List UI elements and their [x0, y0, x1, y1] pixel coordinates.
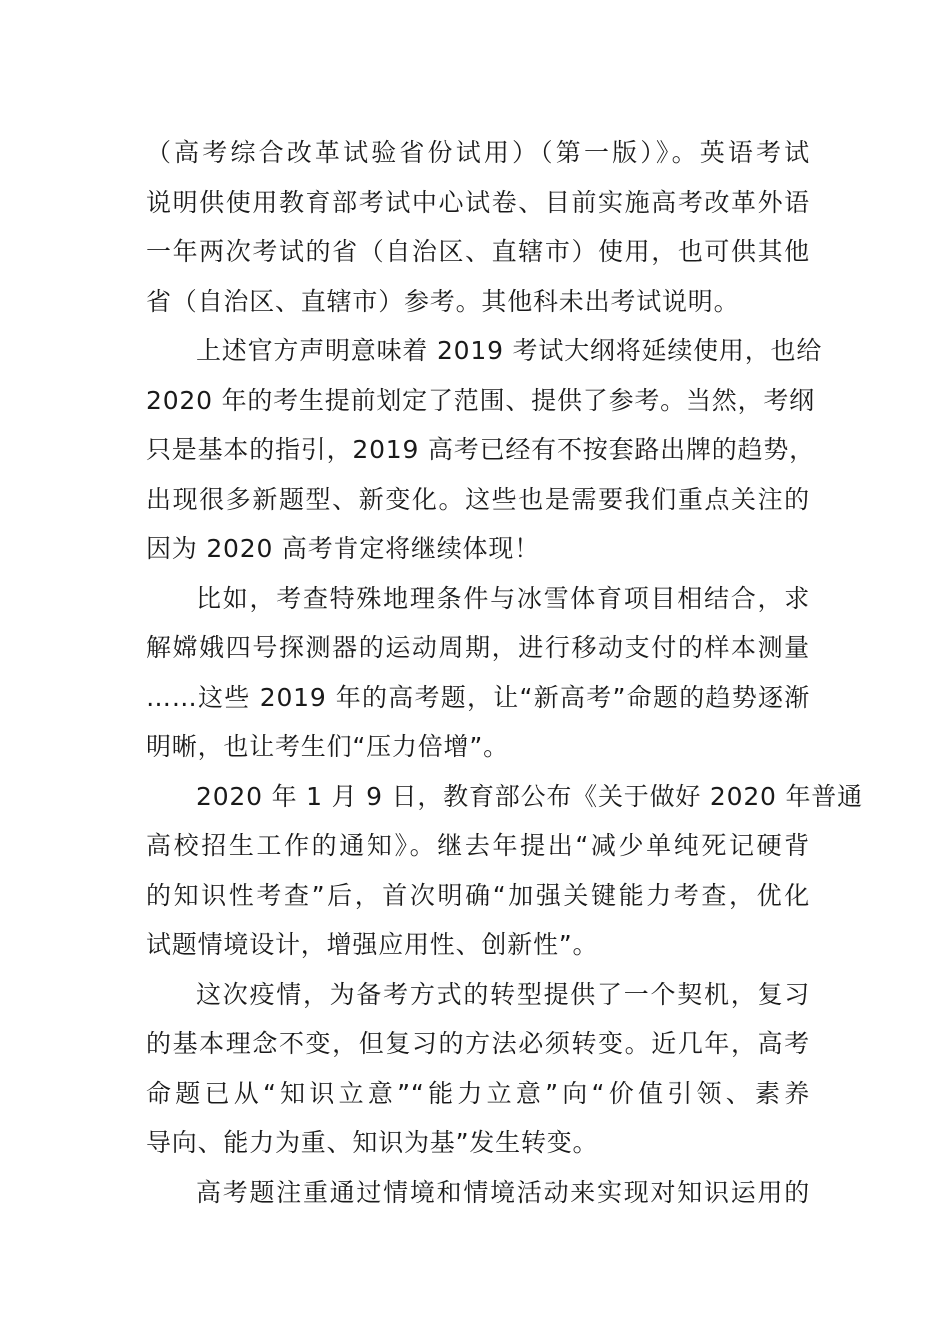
text-line: 命题已从“知识立意”“能力立意”向“价值引领、素养	[146, 1078, 810, 1108]
text-line: 的知识性考查”后，首次明确“加强关键能力考查，优化	[146, 880, 810, 910]
text-line: 明晰，也让考生们“压力倍增”。	[146, 732, 509, 761]
text-line: 出现很多新题型、新变化。这些也是需要我们重点关注的	[146, 484, 810, 514]
text-line: 因为 2020 高考肯定将继续体现！	[146, 534, 540, 563]
text-line: 省（自治区、直辖市）参考。其他科未出考试说明。	[146, 286, 740, 316]
text-line: 比如，考查特殊地理条件与冰雪体育项目相结合，求	[196, 583, 810, 613]
text-line: 试题情境设计，增强应用性、创新性”。	[146, 930, 599, 959]
text-line: 高考题注重通过情境和情境活动来实现对知识运用的	[196, 1177, 810, 1207]
text-line: ……这些 2019 年的高考题，让“新高考”命题的趋势逐渐	[146, 682, 810, 712]
text-line: 说明供使用教育部考试中心试卷、目前实施高考改革外语	[146, 187, 810, 217]
text-line: 一年两次考试的省（自治区、直辖市）使用，也可供其他	[146, 237, 810, 266]
text-line: （高考综合改革试验省份试用）（第一版）》。英语考试	[146, 138, 810, 167]
body-text	[146, 128, 863, 1217]
text-line: 解嫦娥四号探测器的运动周期，进行移动支付的样本测量	[146, 633, 810, 662]
text-line: 这次疫情，为备考方式的转型提供了一个契机，复习	[196, 979, 810, 1009]
text-line: 导向、能力为重、知识为基”发生转变。	[146, 1128, 599, 1157]
text-line: 高校招生工作的通知》。继去年提出“减少单纯死记硬背	[146, 831, 810, 860]
text-line: 2020 年 1 月 9 日，教育部公布《关于做好 2020 年普通	[196, 781, 863, 811]
text-line: 上述官方声明意味着 2019 考试大纲将延续使用，也给	[196, 336, 823, 365]
text-line: 的基本理念不变，但复习的方法必须转变。近几年，高考	[146, 1029, 810, 1058]
text-line: 2020 年的考生提前划定了范围、提供了参考。当然，考纲	[146, 385, 815, 415]
text-line: 只是基本的指引，2019 高考已经有不按套路出牌的趋势，	[146, 435, 815, 464]
